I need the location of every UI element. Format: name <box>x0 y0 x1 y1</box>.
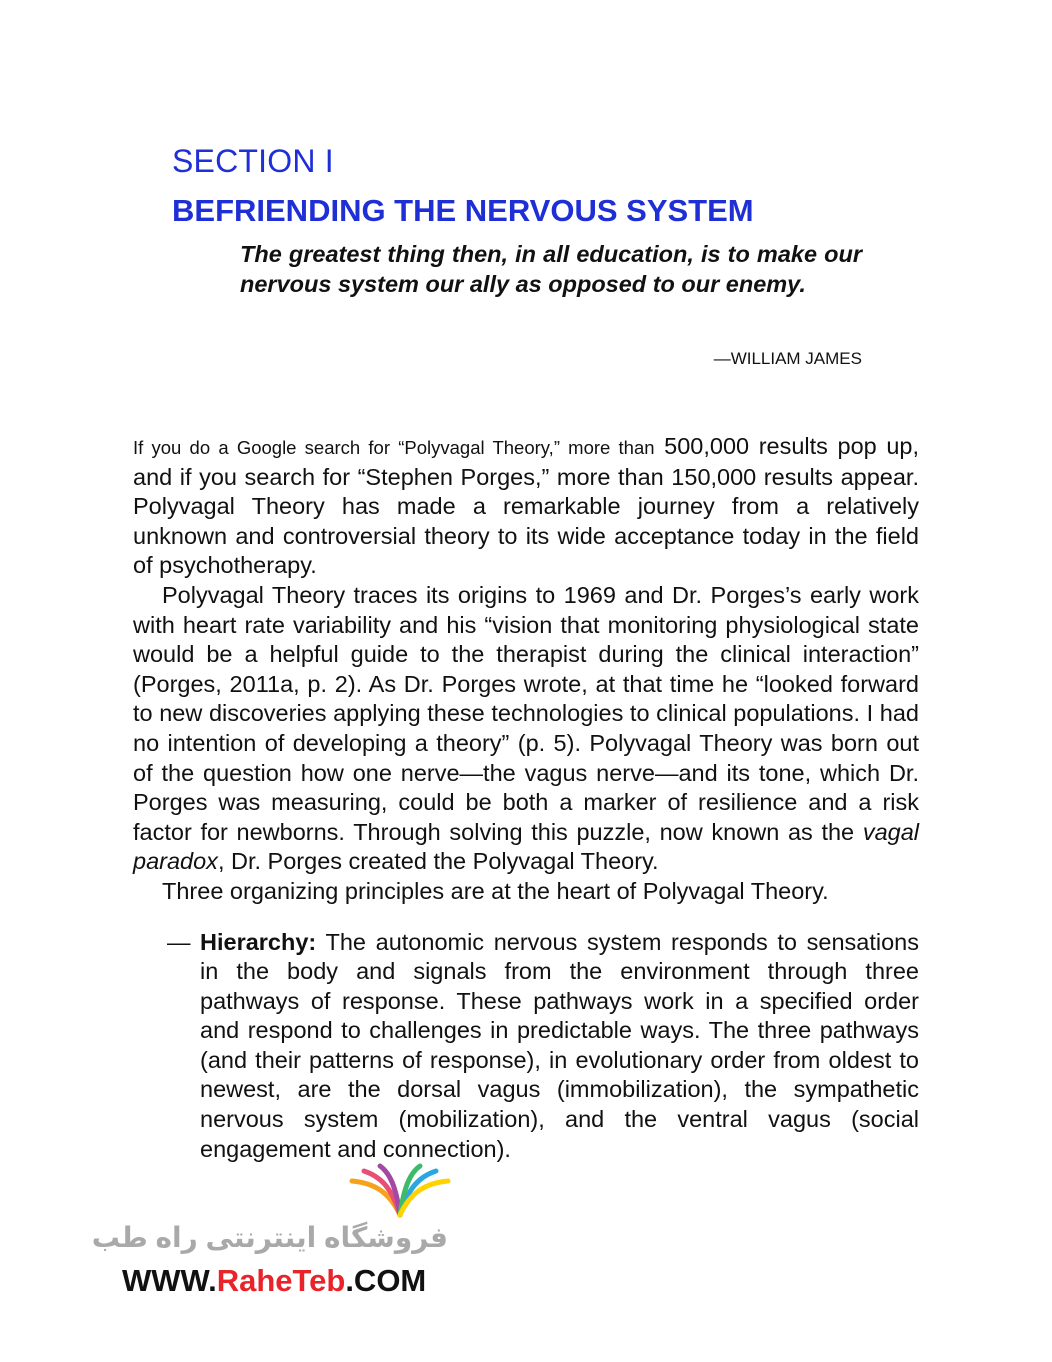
paragraph-3 <box>133 877 919 907</box>
paragraph-2-text: Polyvagal Theory traces its origins to 1969 and Dr. Porges’s early work with heart rate variability and his “vision that monitoring physiological state would be a helpful guide to the therapist during the clinical interaction” (Porges, 2011a, p. 2). As Dr. Porges wrote, at that time he “looked forward to new discoveries applying these technologies to clinical populations. I had no intention of developing a theory” (p. 5). Polyvagal Theory was born out of the question how one nerve—the vagus nerve—and its tone, which Dr. Porges was measuring, could be both a marker of resilience and a risk factor for newborns. Through solving this puzzle, now known as the <box>133 581 919 845</box>
watermark-persian-text: فروشگاه اینترنتی راه طب <box>91 1222 448 1253</box>
section-label: SECTION I <box>172 143 334 179</box>
paragraph-2-end: , Dr. Porges created the Polyvagal Theory. <box>217 848 659 875</box>
paragraph-2 <box>133 581 919 877</box>
principle-text: The autonomic nervous system responds to sensations in the body and signals from the environment through three pathways of response. These pathways work in a specified order and respond to challenges in predictable ways. The three pathways (and their patterns of response), in evolutionary order from oldest to newest, are the dorsal vagus (immobilization), the sympathetic nervous system (mobilization), and the ventral vagus (social engagement and connection). <box>200 928 919 1162</box>
watermark-url <box>122 1263 426 1299</box>
paragraph-1 <box>133 432 919 581</box>
list-dash: — <box>167 928 191 955</box>
watermark-url-suffix: .COM <box>345 1263 427 1298</box>
list-item <box>133 928 919 1165</box>
section-title: BEFRIENDING THE NERVOUS SYSTEM <box>172 193 754 228</box>
watermark <box>91 1163 458 1303</box>
open-book-icon <box>340 1163 460 1219</box>
paragraph-2-italic: vagal paradox <box>133 818 919 875</box>
watermark-url-brand: RaheTeb <box>216 1263 346 1298</box>
principle-term: Hierarchy: <box>200 928 317 955</box>
paragraph-3-text: Three organizing principles are at the heart of Polyvagal Theory. <box>162 877 829 904</box>
epigraph-quote: The greatest thing then, in all education, is to make our nervous system our ally as opposed to our enemy. <box>240 241 862 297</box>
paragraph-1-rest: 500,000 results pop up, and if you search for “Stephen Porges,” more than 150,000 results appear. Polyvagal Theory has made a remarkable journey from a relatively unknown and controversial theory to its wide acceptance today in the field of psychotherapy. <box>133 433 919 579</box>
watermark-url-prefix: WWW. <box>122 1263 217 1298</box>
body-text <box>133 432 919 1164</box>
paragraph-1-lead: If you do a Google search for “Polyvagal Theory,” more than <box>133 437 655 458</box>
epigraph-attribution: —WILLIAM JAMES <box>713 349 862 368</box>
principles-list <box>133 928 919 1165</box>
